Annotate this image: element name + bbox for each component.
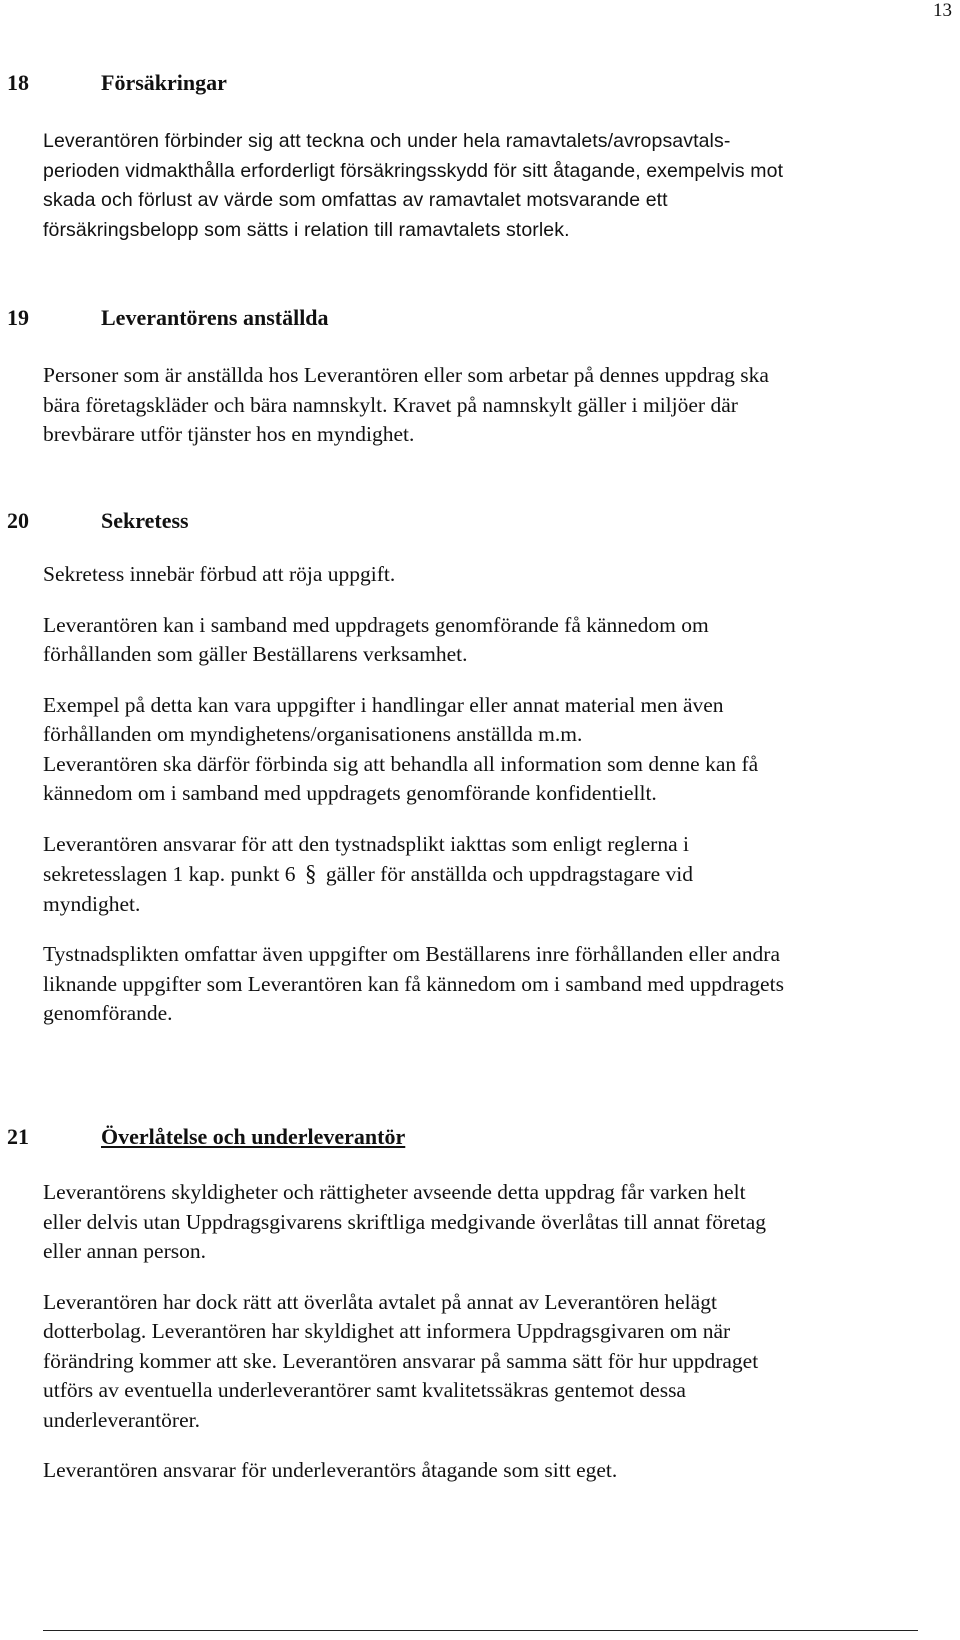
paragraph: Leverantören förbinder sig att teckna och under hela ramavtalets/avropsavtals- perioden vidmakthålla erforderligt försäkringsskydd för sitt åtagande, exempelvis mot skada och förlust av värde som omfattas av ramavtalet motsvarande ett försäkringsbelopp som sätts i relation till ramavtalets storlek. [43,130,784,241]
section-number: 21 [7,1124,29,1149]
section-20 [0,508,960,1029]
section-number: 18 [7,70,29,95]
section-title: Leverantörens anställda [101,305,329,330]
section-18 [0,70,960,245]
footnote-divider [43,1630,918,1631]
paragraph: Personer som är anställda hos Leverantören eller som arbetar på dennes uppdrag ska bära företagskläder och bära namnskylt. Kravet på namnskylt gäller i miljöer där brevbärare utför tjänster hos en myndighet. [43,363,769,446]
section-title: Sekretess [101,508,189,533]
paragraph: Exempel på detta kan vara uppgifter i handlingar eller annat material men även förhållanden om myndighetens/organisationens anställda m.m. Leverantören ska därför förbinda sig att behandla all information som denne kan få kännedom om i samband med uppdragets genomförande konfidentiellt. [43,692,759,805]
page-number: 13 [933,0,952,21]
section-heading [0,508,960,538]
paragraph: Leverantören har dock rätt att överlåta avtalet på annat av Leverantören helägt dotterbolag. Leverantören har skyldighet att informera Uppdragsgivaren om när förändring kommer att ske. Leverantören ansvarar på samma sätt för hur uppdraget utförs av eventuella underleverantörer samt kvalitetssäkras gentemot dessa underleverantörer. [43,1289,759,1432]
section-title: Försäkringar [101,70,227,95]
section-19 [0,305,960,450]
paragraph: Sekretess innebär förbud att röja uppgift. [43,562,396,586]
section-heading [0,305,960,335]
paragraph: Leverantörens skyldigheter och rättigheter avseende detta uppdrag får varken helt eller delvis utan Uppdragsgivarens skriftliga medgivande överlåtas till annat företag eller annan person. [43,1180,767,1263]
section-sign: § [304,861,317,886]
secrecy-law-paragraph [43,830,943,920]
section-number: 20 [7,508,29,533]
paragraph: Leverantören kan i samband med uppdragets genomförande få kännedom om förhållanden som gäller Beställarens verksamhet. [43,612,709,666]
paragraph-text: gäller för anställda och uppdragstagare vid myndighet. [43,862,693,916]
paragraph-text: Leverantören ansvarar för att den tystnadsplikt iakttas som enligt reglerna i sekretesslagen 1 kap. punkt 6 [43,831,689,886]
paragraph: Tystnadsplikten omfattar även uppgifter om Beställarens inre förhållanden eller andra liknande uppgifter som Leverantören kan få kännedom om i samband med uppdragets genomförande. [43,942,784,1025]
section-heading [0,1124,960,1154]
section-number: 19 [7,305,29,330]
section-heading [0,70,960,100]
section-title: Överlåtelse och underleverantör [101,1124,406,1149]
paragraph: Leverantören ansvarar för underleverantörs åtagande som sitt eget. [43,1458,618,1482]
section-21 [0,1124,960,1486]
